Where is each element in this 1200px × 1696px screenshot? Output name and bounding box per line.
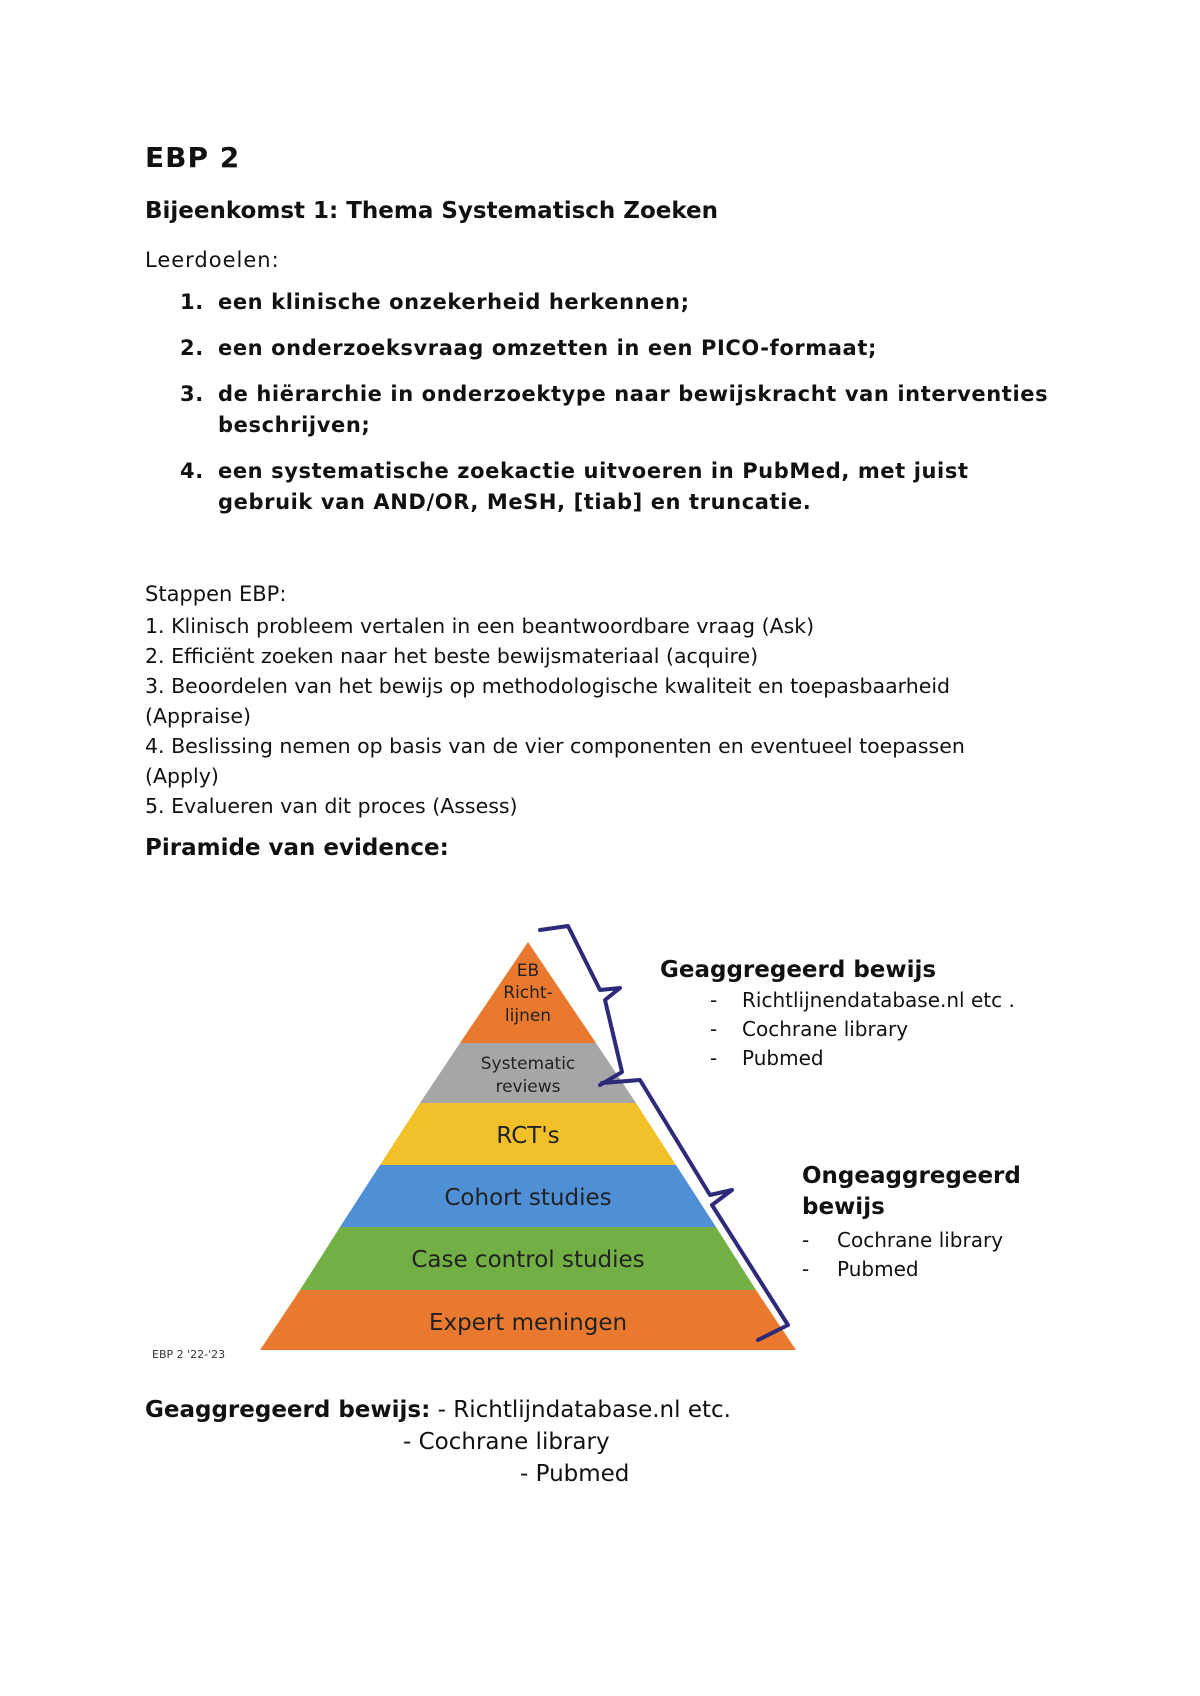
non-aggregated-bullet: - — [802, 1257, 810, 1281]
non-aggregated-bullet: - — [802, 1228, 810, 1252]
non-aggregated-title: bewijs — [802, 1194, 885, 1220]
goal-number: 4. — [180, 459, 204, 483]
goal-item — [180, 287, 690, 318]
level-label: Systematic — [480, 1054, 576, 1074]
goal-text: een systematische zoekactie uitvoeren in PubMed, met juist — [218, 459, 969, 483]
aggregated-summary-item: - Cochrane library — [403, 1429, 610, 1455]
goal-item — [180, 379, 1048, 441]
goal-number: 2. — [180, 336, 204, 360]
goal-item — [180, 456, 969, 518]
aggregated-bullet: - — [710, 1017, 718, 1041]
goal-number: 1. — [180, 290, 204, 314]
non-aggregated-title: Ongeaggregeerd — [802, 1163, 1021, 1189]
goal-text: een klinische onzekerheid herkennen; — [218, 290, 690, 314]
step-line: (Apply) — [145, 764, 219, 788]
aggregated-bullet: - — [710, 988, 718, 1012]
aggregated-title: Geaggregeerd bewijs — [660, 957, 937, 983]
steps-label: Stappen EBP: — [145, 582, 287, 606]
document-title: EBP 2 — [145, 141, 241, 174]
aggregated-item: Cochrane library — [742, 1017, 909, 1041]
step-line: 3. Beoordelen van het bewijs op methodologische kwaliteit en toepasbaarheid — [145, 674, 951, 698]
goal-item — [180, 333, 877, 364]
level-label: EB — [516, 961, 540, 981]
goal-text: de hiërarchie in onderzoektype naar bewijskracht van interventies — [218, 382, 1049, 406]
step-line: 1. Klinisch probleem vertalen in een beantwoordbare vraag (Ask) — [145, 614, 815, 638]
level-label: lijnen — [504, 1006, 552, 1026]
aggregated-bullet: - — [710, 1046, 718, 1070]
goal-text-continued: gebruik van AND/OR, MeSH, [tiab] en truncatie. — [218, 490, 812, 514]
aggregated-item: Pubmed — [742, 1046, 824, 1070]
level-label: Richt- — [503, 983, 553, 1003]
step-line: 4. Beslissing nemen op basis van de vier componenten en eventueel toepassen — [145, 734, 965, 758]
goal-text-continued: beschrijven; — [218, 413, 371, 437]
level-label: Expert meningen — [428, 1310, 628, 1336]
pyramid-heading: Piramide van evidence: — [145, 835, 449, 861]
goal-number: 3. — [180, 382, 204, 406]
non-aggregated-item: Pubmed — [837, 1257, 919, 1281]
evidence-pyramid-figure — [140, 920, 1070, 1370]
goals-label: Leerdoelen: — [145, 248, 280, 272]
aggregated-summary — [145, 1397, 731, 1423]
figure-footnote: EBP 2 '22-'23 — [152, 1348, 226, 1361]
aggregated-summary-label: Geaggregeerd bewijs: — [145, 1397, 431, 1423]
aggregated-summary-item: - Pubmed — [520, 1461, 630, 1487]
level-label: Cohort studies — [444, 1185, 612, 1211]
level-label: RCT's — [496, 1123, 560, 1149]
meeting-heading: Bijeenkomst 1: Thema Systematisch Zoeken — [145, 198, 719, 224]
step-line: (Appraise) — [145, 704, 252, 728]
aggregated-item: Richtlijnendatabase.nl etc . — [742, 988, 1015, 1012]
step-line: 2. Efficiënt zoeken naar het beste bewijsmateriaal (acquire) — [145, 644, 759, 668]
goal-text: een onderzoeksvraag omzetten in een PICO-formaat; — [218, 336, 877, 360]
level-label: Case control studies — [411, 1247, 645, 1273]
level-label: reviews — [495, 1077, 561, 1097]
non-aggregated-item: Cochrane library — [837, 1228, 1004, 1252]
aggregated-summary-item: - Richtlijndatabase.nl etc. — [437, 1397, 731, 1423]
step-line: 5. Evalueren van dit proces (Assess) — [145, 794, 518, 818]
